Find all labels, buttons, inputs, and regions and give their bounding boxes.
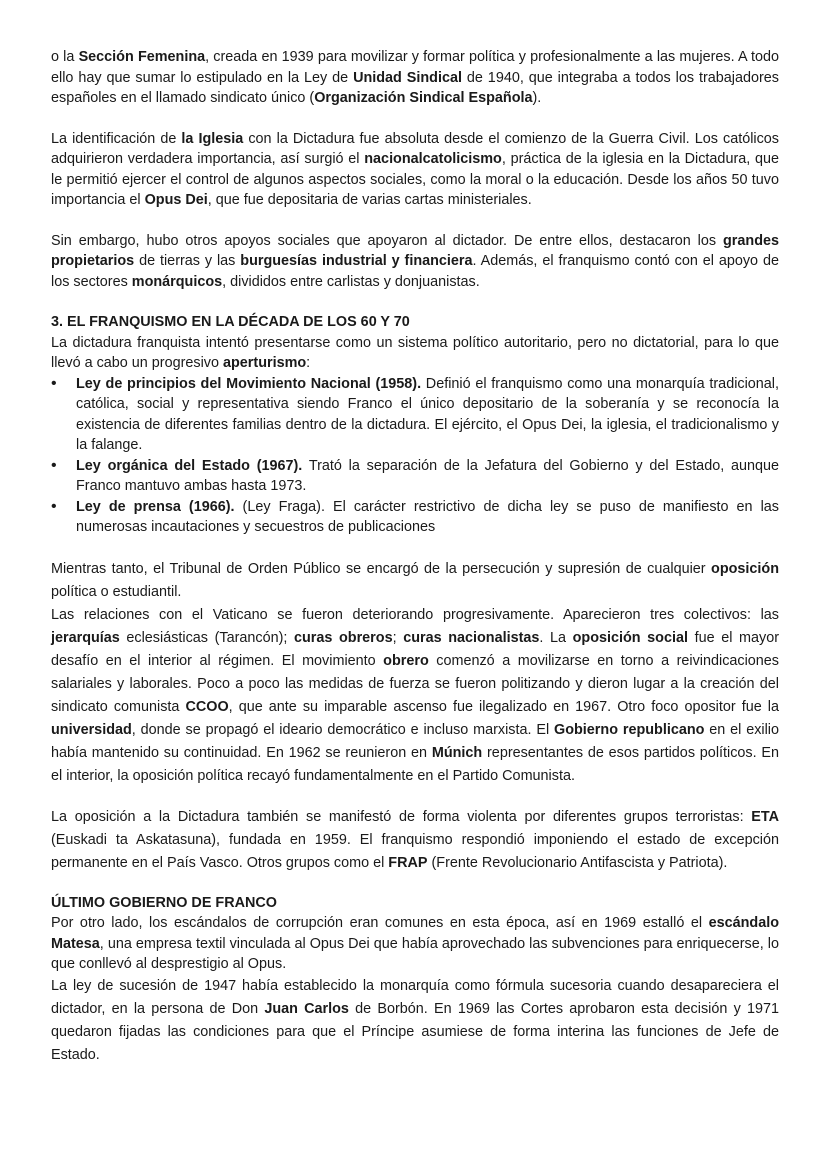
paragraph-sucesion: La ley de sucesión de 1947 había establecido la monarquía como fórmula sucesoria cuando desapareciera el dictador, en la persona de Don Juan Carlos de Borbón. En 1969 las Cortes aprobaron esta decisión y 1971 quedaron fijadas las condiciones para que el Príncipe asumiese de forma interina las funciones de Jefe de Estado. xyxy=(51,977,779,1063)
list-item: • Ley de principios del Movimiento Nacional (1958). Definió el franquismo como una monarquía tradicional, católica, social y representativa siendo Franco el único depositario de la soberanía y se reconocía la existencia de diferentes familias dentro de la dictadura. El ejército, el Opus Dei, la iglesia, el tradicionalismo y la falange. xyxy=(51,374,779,453)
bullet-icon: • xyxy=(51,374,57,392)
paragraph-matesa: Por otro lado, los escándalos de corrupción eran comunes en esta época, así en 1969 estalló el escándalo Matesa, una empresa textil vinculada al Opus Dei que había aprovechado las subvenciones para enriquecerse, lo que conllevó al desprestigio al Opus. xyxy=(51,915,779,972)
paragraph-tribunal: Mientras tanto, el Tribunal de Orden Público se encargó de la persecución y supresión de cualquier oposición política o estudiantil. xyxy=(51,560,779,600)
document-page xyxy=(51,47,779,1067)
paragraph-aperturismo: La dictadura franquista intentó presentarse como un sistema político autoritario, pero no dictatorial, para lo que llevó a cabo un progresivo aperturismo: xyxy=(51,334,779,371)
paragraph-eta: La oposición a la Dictadura también se manifestó de forma violenta por diferentes grupos terroristas: ETA (Euskadi ta Askatasuna), fundada en 1959. El franquismo respondió imponiendo el estado de excepción permanente en el País Vasco. Otros grupos como el FRAP (Frente Revolucionario Antifascista y Patriota). xyxy=(51,808,779,871)
section-heading-ultimo-gobierno: ÚLTIMO GOBIERNO DE FRANCO xyxy=(51,894,277,911)
list-item: • Ley orgánica del Estado (1967). Trató la separación de la Jefatura del Gobierno y del Estado, aunque Franco mantuvo ambas hasta 1973. xyxy=(51,456,780,494)
laws-list xyxy=(51,374,779,538)
bullet-icon: • xyxy=(51,456,57,474)
list-item: • Ley de prensa (1966). (Ley Fraga). El carácter restrictivo de dicha ley se puso de manifiesto en las numerosas incautaciones y secuestros de publicaciones xyxy=(51,497,779,535)
paragraph-iglesia: La identificación de la Iglesia con la Dictadura fue absoluta desde el comienzo de la Guerra Civil. Los católicos adquirieron verdadera importancia, así surgió el nacionalcatolicismo, práctica de la iglesia en la Dictadura, que le permitió ejercer el control de algunos aspectos sociales, como la moral o la educación. Desde los años 50 tuvo importancia el Opus Dei, que fue depositaria de varias cartas ministeriales. xyxy=(51,130,779,208)
paragraph-apoyos-sociales: Sin embargo, hubo otros apoyos sociales que apoyaron al dictador. De entre ellos, destacaron los grandes propietarios de tierras y las burguesías industrial y financiera. Además, el franquismo contó con el apoyo de los sectores monárquicos, divididos entre carlistas y donjuanistas. xyxy=(51,232,779,290)
bullet-icon: • xyxy=(51,497,57,515)
paragraph-vaticano: Las relaciones con el Vaticano se fueron deteriorando progresivamente. Aparecieron tres colectivos: las jerarquías eclesiásticas (Tarancón); curas obreros; curas nacionalistas. La oposición social fue el mayor desafío en el interior al régimen. El movimiento obrero comenzó a movilizarse en torno a reivindicaciones salariales y laborales. Poco a poco las medidas de fuerza se fueron politizando y dieron lugar a la creación del sindicato comunista CCOO, que ante su imparable ascenso fue ilegalizado en 1967. Otro foco opositor fue la universidad, donde se propagó el ideario democrático e incluso marxista. El Gobierno republicano en el exilio había mantenido su continuidad. En 1962 se reunieron en Múnich representantes de esos partidos políticos. En el interior, la oposición política recayó fundamentalmente en el Partido Comunista. xyxy=(51,606,780,784)
paragraph-seccion-femenina: o la Sección Femenina, creada en 1939 para movilizar y formar política y profesionalmente a las mujeres. A todo ello hay que sumar lo estipulado en la Ley de Unidad Sindical de 1940, que integraba a todos los trabajadores españoles en el llamado sindicato único (Organización Sindical Española). xyxy=(51,49,779,106)
section-heading-60-70: 3. EL FRANQUISMO EN LA DÉCADA DE LOS 60 Y 70 xyxy=(51,314,410,330)
